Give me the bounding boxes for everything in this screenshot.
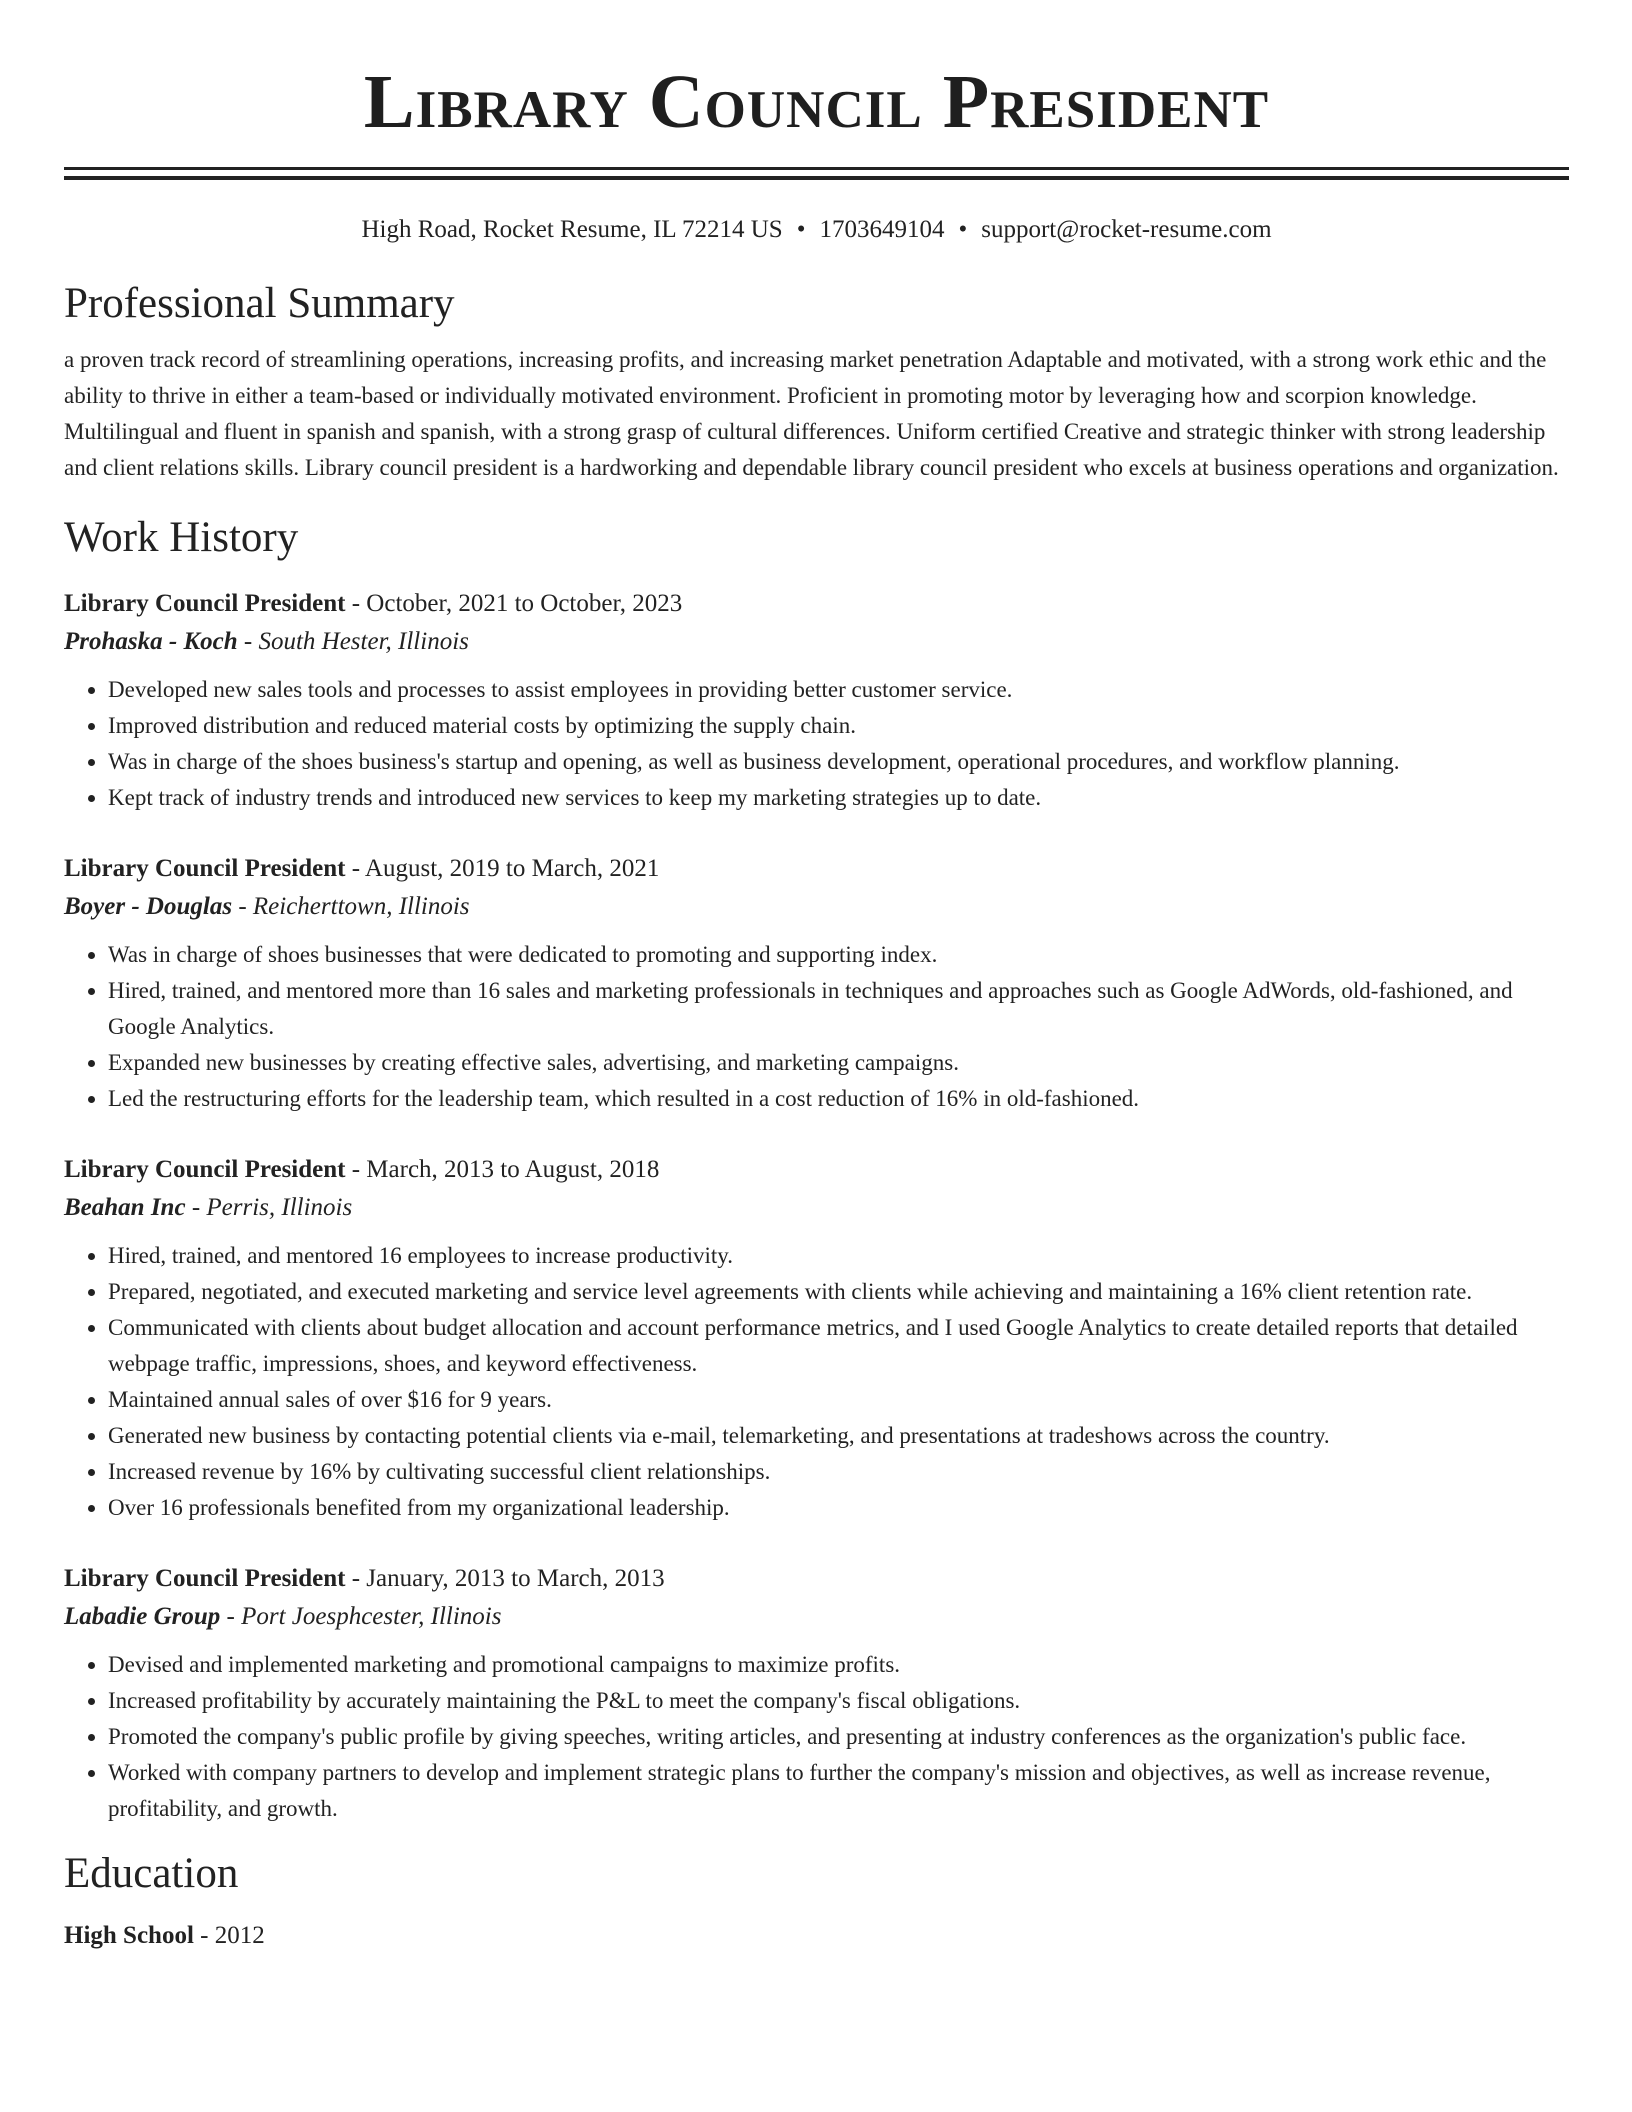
job-bullet-item: • Communicated with clients about budget allocation and account performance metrics, and I used Google Analytics to create detailed reports that detailed webpage traffic, impressions, shoes, and keyword effectiveness. xyxy=(108,1310,1569,1382)
job-bullets xyxy=(64,1647,1569,1827)
job-title: Library Council President xyxy=(64,855,346,882)
company-location: - Port Joesphcester, Illinois xyxy=(220,1603,502,1630)
job-dates: - August, 2019 to March, 2021 xyxy=(345,855,660,882)
work-history-heading: Work History xyxy=(64,514,299,561)
job-bullet-item: • Kept track of industry trends and introduced new services to keep my marketing strategies up to date. xyxy=(108,780,1569,816)
job-title: Library Council President xyxy=(64,1565,346,1592)
summary-heading: Professional Summary xyxy=(64,280,455,327)
resume-title: Library Council President xyxy=(363,60,1270,144)
job-title-line xyxy=(64,850,1569,888)
title-divider-top xyxy=(64,167,1569,170)
job-title-line xyxy=(64,1560,1569,1598)
company-line xyxy=(64,888,1569,926)
job-bullet-item: • Increased revenue by 16% by cultivating successful client relationships. xyxy=(108,1454,1569,1490)
company-name: Prohaska - Koch xyxy=(64,628,238,655)
job-bullet-item: • Over 16 professionals benefited from my organizational leadership. xyxy=(108,1490,1569,1526)
job-title-line xyxy=(64,585,1569,623)
company-name: Boyer - Douglas xyxy=(64,893,233,920)
company-name: Labadie Group xyxy=(64,1603,221,1630)
job-bullet-item: • Generated new business by contacting potential clients via e-mail, telemarketing, and presentations at tradeshows across the country. xyxy=(108,1418,1569,1454)
job-bullets xyxy=(64,937,1569,1117)
summary-text: a proven track record of streamlining operations, increasing profits, and increasing market penetration Adaptable and motivated, with a strong work ethic and the ability to thrive in either a team-based or individually motivated environment. Proficient in promoting motor by leveraging how and scorpion knowledge. Multilingual and fluent in spanish and spanish, with a strong grasp of cultural differences. Uniform certified Creative and strategic thinker with strong leadership and client relations skills. Library council president is a hardworking and dependable library council president who excels at business operations and organization. xyxy=(64,347,1559,480)
job-bullet-item: • Worked with company partners to develop and implement strategic plans to further the company's mission and objectives, as well as increase revenue, profitability, and growth. xyxy=(108,1755,1569,1827)
job-title: Library Council President xyxy=(64,590,346,617)
job-bullets xyxy=(64,1238,1569,1526)
education-list xyxy=(64,1917,1569,1955)
company-line xyxy=(64,623,1569,661)
job-bullet-item: • Was in charge of the shoes business's startup and opening, as well as business development, operational procedures, and workflow planning. xyxy=(108,744,1569,780)
job-entry xyxy=(64,850,1569,1117)
contact-address: High Road, Rocket Resume, IL 72214 US xyxy=(361,216,783,243)
job-entry xyxy=(64,585,1569,816)
company-name: Beahan Inc xyxy=(64,1194,186,1221)
job-bullet-item: • Developed new sales tools and processes to assist employees in providing better customer service. xyxy=(108,672,1569,708)
title-divider-bottom xyxy=(64,176,1569,180)
education-degree: High School xyxy=(64,1922,194,1949)
job-bullet-item: • Hired, trained, and mentored 16 employees to increase productivity. xyxy=(108,1238,1569,1274)
contact-separator: • xyxy=(958,216,968,243)
contact-email: support@rocket-resume.com xyxy=(981,216,1272,243)
work-history-list xyxy=(64,585,1569,1827)
job-dates: - October, 2021 to October, 2023 xyxy=(345,590,683,617)
job-bullet-item: • Improved distribution and reduced material costs by optimizing the supply chain. xyxy=(108,708,1569,744)
job-title: Library Council President xyxy=(64,1156,346,1183)
company-location: - Perris, Illinois xyxy=(185,1194,353,1221)
job-bullet-item: • Hired, trained, and mentored more than 16 sales and marketing professionals in techniques and approaches such as Google AdWords, old-fashioned, and Google Analytics. xyxy=(108,973,1569,1045)
job-bullet-item: • Was in charge of shoes businesses that were dedicated to promoting and supporting index. xyxy=(108,937,1569,973)
education-entry xyxy=(64,1917,1569,1955)
company-location: - South Hester, Illinois xyxy=(237,628,469,655)
job-bullets xyxy=(64,672,1569,816)
job-bullet-item: • Devised and implemented marketing and promotional campaigns to maximize profits. xyxy=(108,1647,1569,1683)
company-location: - Reicherttown, Illinois xyxy=(232,893,470,920)
job-title-line xyxy=(64,1151,1569,1189)
job-bullet-item: • Promoted the company's public profile by giving speeches, writing articles, and presenting at industry conferences as the organization's public face. xyxy=(108,1719,1569,1755)
job-dates: - January, 2013 to March, 2013 xyxy=(345,1565,665,1592)
job-bullet-item: • Expanded new businesses by creating effective sales, advertising, and marketing campaigns. xyxy=(108,1045,1569,1081)
education-year: - 2012 xyxy=(193,1922,265,1949)
job-entry xyxy=(64,1560,1569,1827)
job-bullet-item: • Maintained annual sales of over $16 for 9 years. xyxy=(108,1382,1569,1418)
contact-phone: 1703649104 xyxy=(819,216,945,243)
education-heading: Education xyxy=(64,1850,239,1897)
job-bullet-item: • Increased profitability by accurately maintaining the P&L to meet the company's fiscal obligations. xyxy=(108,1683,1569,1719)
company-line xyxy=(64,1598,1569,1636)
company-line xyxy=(64,1189,1569,1227)
job-bullet-item: • Led the restructuring efforts for the leadership team, which resulted in a cost reduction of 16% in old-fashioned. xyxy=(108,1081,1569,1117)
contact-separator: • xyxy=(796,216,806,243)
contact-line xyxy=(64,215,1569,245)
job-dates: - March, 2013 to August, 2018 xyxy=(345,1156,660,1183)
job-bullet-item: • Prepared, negotiated, and executed marketing and service level agreements with clients while achieving and maintaining a 16% client retention rate. xyxy=(108,1274,1569,1310)
job-entry xyxy=(64,1151,1569,1526)
